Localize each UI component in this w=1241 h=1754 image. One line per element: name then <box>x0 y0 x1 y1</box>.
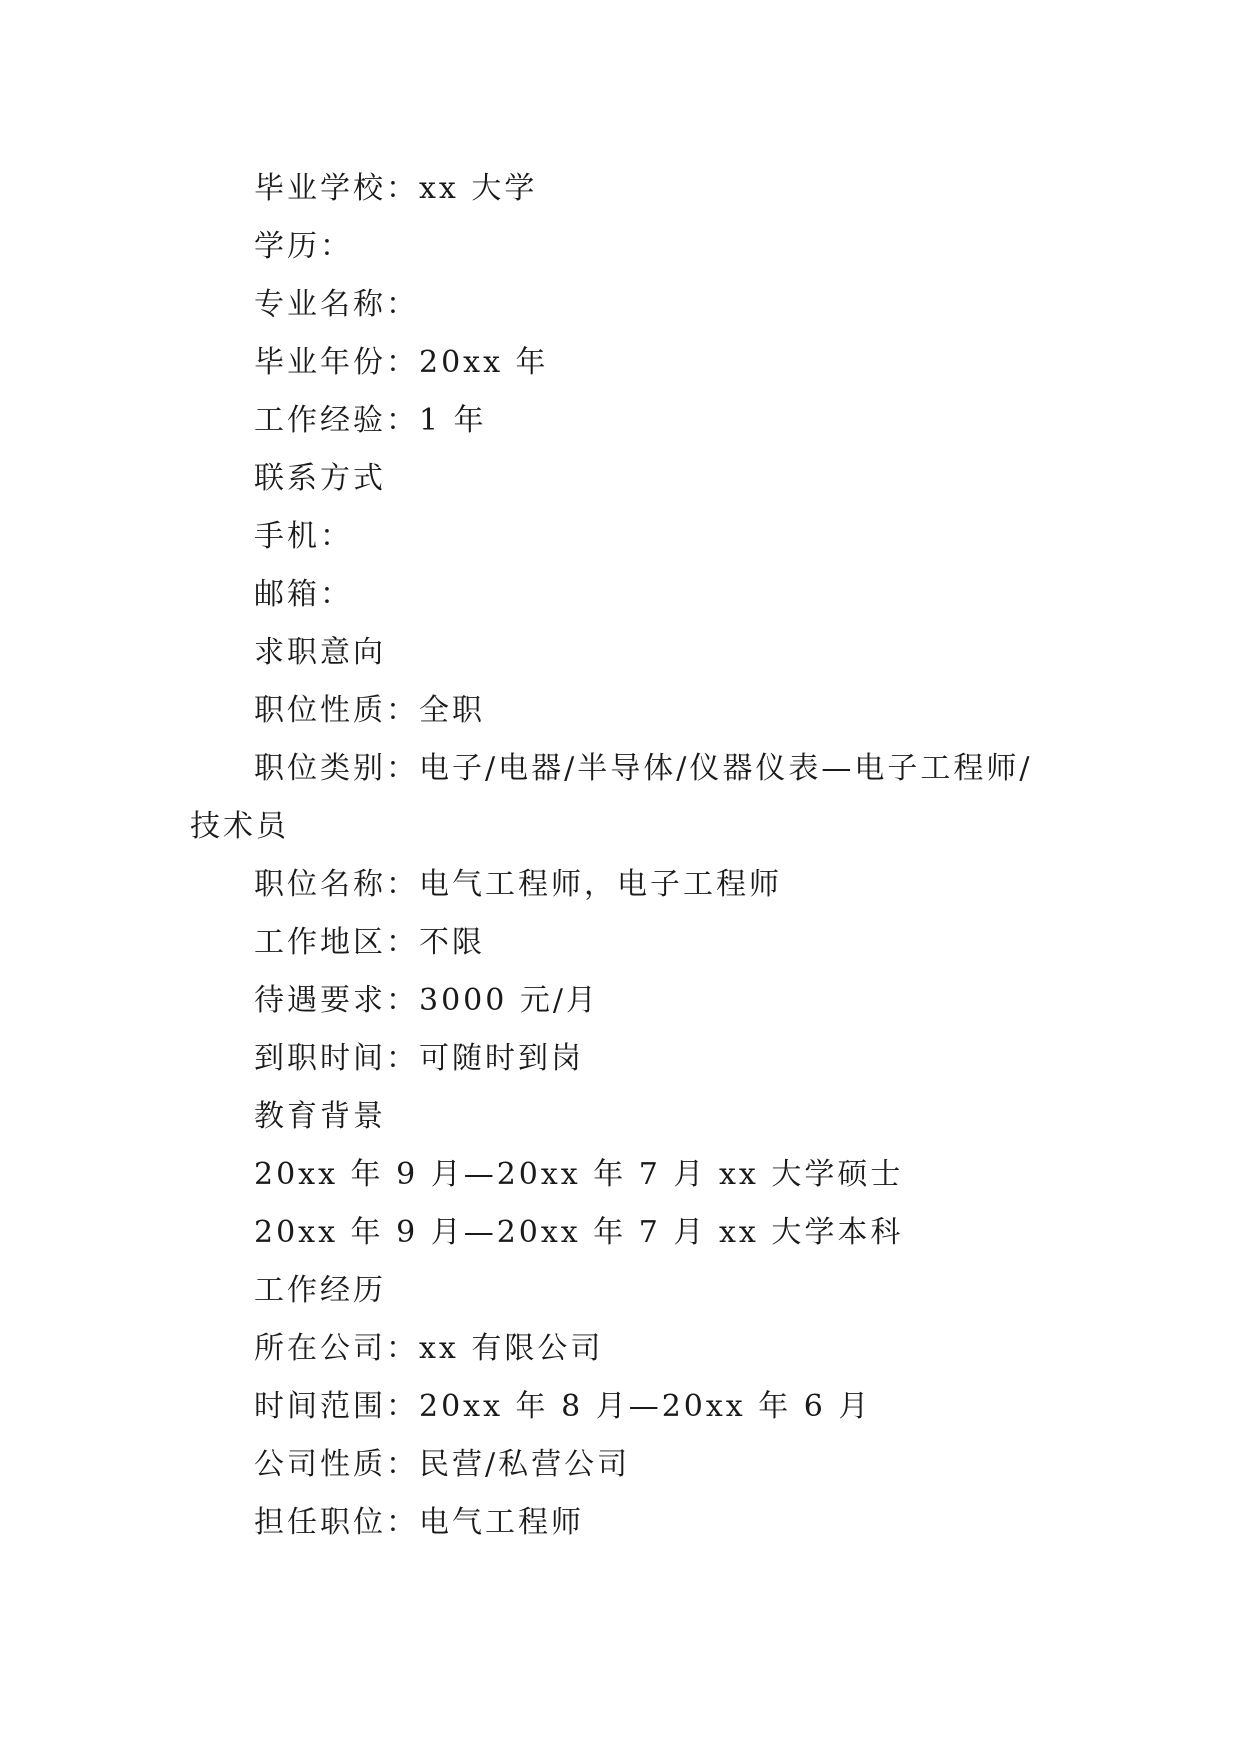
contact-section-heading: 联系方式 <box>254 461 386 496</box>
job-intention-section-heading: 求职意向 <box>254 635 386 670</box>
job-category-continuation-line: 技术员 <box>190 809 289 844</box>
company-line: 所在公司：xx 有限公司 <box>254 1331 604 1366</box>
company-type-line: 公司性质：民营/私营公司 <box>254 1447 631 1482</box>
time-range-line: 时间范围：20xx 年 8 月—20xx 年 6 月 <box>254 1389 872 1424</box>
education-section-heading: 教育背景 <box>254 1099 386 1134</box>
education-level-line: 学历： <box>254 229 353 264</box>
phone-line: 手机： <box>254 519 353 554</box>
salary-requirement-line: 待遇要求：3000 元/月 <box>254 983 599 1018</box>
major-name-line: 专业名称： <box>254 287 419 322</box>
job-nature-line: 职位性质：全职 <box>254 693 485 728</box>
email-line: 邮箱： <box>254 577 353 612</box>
start-date-line: 到职时间：可随时到岗 <box>254 1041 584 1076</box>
education-entry-masters: 20xx 年 9 月—20xx 年 7 月 xx 大学硕士 <box>254 1157 904 1192</box>
resume-body <box>190 160 1070 1552</box>
education-entry-bachelors: 20xx 年 9 月—20xx 年 7 月 xx 大学本科 <box>254 1215 904 1250</box>
graduation-year-line: 毕业年份：20xx 年 <box>254 345 549 380</box>
work-area-line: 工作地区：不限 <box>254 925 485 960</box>
graduate-school-line: 毕业学校：xx 大学 <box>254 171 538 206</box>
work-history-section-heading: 工作经历 <box>254 1273 386 1308</box>
job-category-line: 职位类别：电子/电器/半导体/仪器仪表—电子工程师/ <box>254 751 1033 786</box>
work-experience-years-line: 工作经验：1 年 <box>254 403 487 438</box>
job-title-line: 职位名称：电气工程师，电子工程师 <box>254 867 782 902</box>
position-held-line: 担任职位：电气工程师 <box>254 1505 584 1540</box>
